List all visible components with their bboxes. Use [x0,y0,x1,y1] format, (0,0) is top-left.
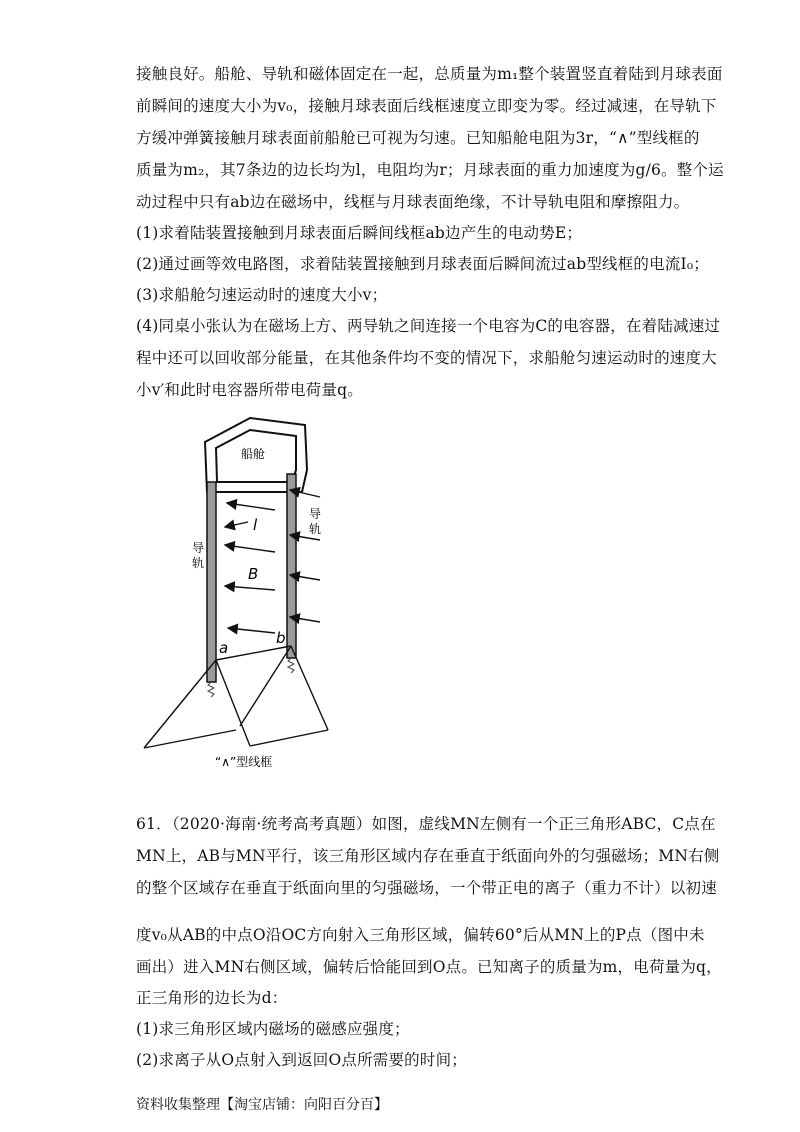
left-rail-label-2: 轨 [191,556,205,570]
p61-line-5: 画出）进入MN右侧区域，偏转后恰能回到O点。已知离子的质量为m，电荷量为q， [136,958,722,976]
right-spring [288,658,294,673]
p60-question-3: (3)求船舱匀速运动时的速度大小v； [136,286,388,304]
p61-question-1: (1)求三角形区域内磁场的磁感应强度； [136,1020,410,1038]
right-rail-label-1: 导 [308,507,322,521]
cabin-label: 船舱 [240,447,266,461]
p61-line-2: MN上，AB与MN平行，该三角形区域内存在垂直于纸面向外的匀强磁场；MN右侧 [136,847,720,865]
p60-line-4: 质量为m₂，其7条边的边长均为l，电阻均为r；月球表面的重力加速度为g/6。整个运 [136,161,724,179]
p60-line-1: 接触良好。船舱、导轨和磁体固定在一起，总质量为m₁整个装置竖直着陆到月球表面 [136,65,723,83]
left-spring [208,682,214,697]
point-a-label: a [219,639,229,657]
p61-line-3: 的整个区域存在垂直于纸面向里的匀强磁场，一个带正电的离子（重力不计）以初速 [136,879,717,897]
field-label: B [248,565,259,583]
p61-line-1: 61．（2020·海南·统考高考真题）如图，虚线MN左侧有一个正三角形ABC，C点在 [136,815,716,833]
left-rail [207,482,216,682]
length-label: l [253,516,258,534]
p60-line-2: 前瞬间的速度大小为v₀，接触月球表面后线框速度立即变为零。经过减速，在导轨下 [136,97,717,115]
lambda-wire-frame [144,646,328,748]
p60-question-4a: (4)同桌小张认为在磁场上方、两导轨之间连接一个电容为C的电容器，在着陆减速过 [136,317,721,335]
left-rail-label-1: 导 [191,541,205,555]
p61-line-4: 度v₀从AB的中点O沿OC方向射入三角形区域，偏转60°后从MN上的P点（图中未 [136,926,705,944]
magnetic-field-arrows [225,490,320,633]
right-rail-label-2: 轨 [308,522,322,536]
p60-question-4b: 程中还可以回收部分能量，在其他条件均不变的情况下，求船舱匀速运动时的速度大 [136,349,717,367]
p60-line-3: 方缓冲弹簧接触月球表面前船舱已可视为匀速。已知船舱电阻为3r，“∧”型线框的 [136,129,700,147]
p60-question-4c: 小v′和此时电容器所带电荷量q。 [136,381,363,399]
footer-source: 资料收集整理【淘宝店铺：向阳百分百】 [136,1097,388,1113]
frame-caption: “∧”型线框 [215,755,273,769]
point-b-label: b [276,629,286,647]
p61-question-2: (2)求离子从O点射入到返回O点所需要的时间； [136,1051,467,1069]
right-rail [287,474,296,658]
p60-question-2: (2)通过画等效电路图，求着陆装置接触到月球表面后瞬间流过ab型线框的电流I₀； [136,255,709,273]
p60-question-1: (1)求着陆装置接触到月球表面后瞬间线框ab边产生的电动势E； [136,224,583,242]
p61-line-6: 正三角形的边长为d： [136,989,288,1007]
p60-line-5: 动过程中只有ab边在磁场中，线框与月球表面绝缘，不计导轨电阻和摩擦阻力。 [136,193,690,211]
